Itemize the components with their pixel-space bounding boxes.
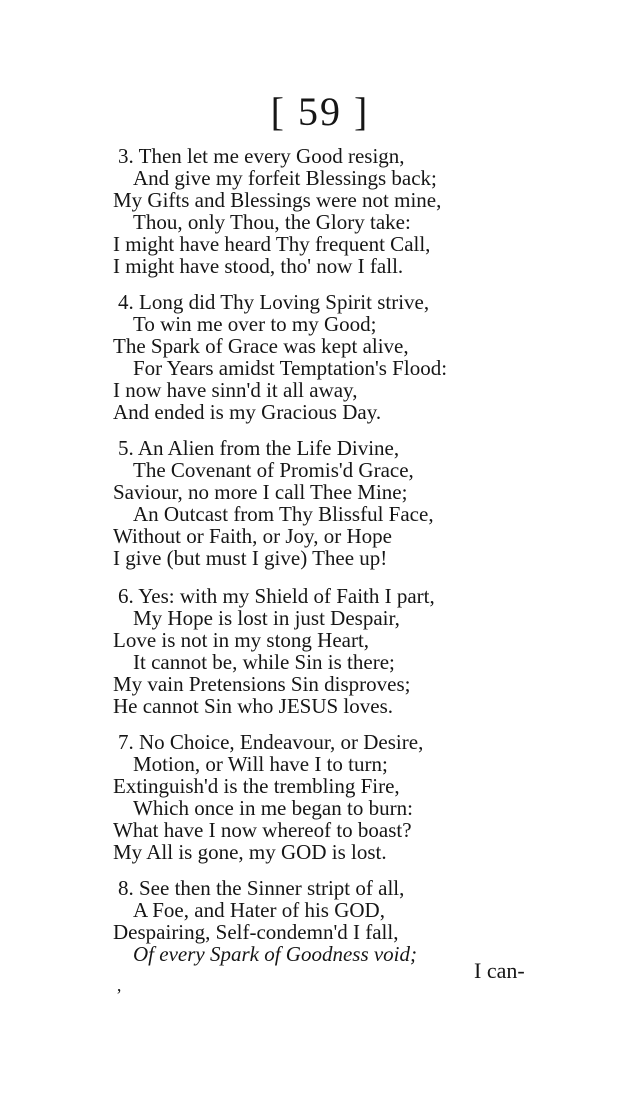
verse-line: Motion, or Will have I to turn; [133, 752, 388, 776]
verse-line: Saviour, no more I call Thee Mine; [113, 480, 408, 504]
stray-ink-mark: ʼ [116, 985, 122, 1005]
verse-line: It cannot be, while Sin is there; [133, 650, 395, 674]
verse-line: Extinguish'd is the trembling Fire, [113, 774, 400, 798]
page-number: [ 59 ] [270, 89, 370, 134]
verse-line: To win me over to my Good; [133, 312, 377, 336]
verse-line: I might have stood, tho' now I fall. [113, 254, 404, 278]
verse-line: Thou, only Thou, the Glory take: [133, 210, 411, 234]
verse-line: Love is not in my stong Heart, [113, 628, 370, 652]
verse-line: My Gifts and Blessings were not mine, [113, 188, 442, 212]
verse-line: A Foe, and Hater of his GOD, [133, 898, 385, 922]
verse-line: An Outcast from Thy Blissful Face, [133, 502, 434, 526]
verse-line: Of every Spark of Goodness void; [133, 942, 418, 966]
verse-line: I now have sinn'd it all away, [113, 378, 358, 402]
catchword: I can- [474, 958, 525, 983]
verse-line: Despairing, Self-condemn'd I fall, [113, 920, 399, 944]
verse-line: Without or Faith, or Joy, or Hope [113, 524, 392, 548]
verse-line: I give (but must I give) Thee up! [113, 546, 388, 570]
verse-line: What have I now whereof to boast? [113, 818, 412, 842]
verse-line: My vain Pretensions Sin disproves; [113, 672, 411, 696]
verse-line: I might have heard Thy frequent Call, [113, 232, 431, 256]
verse-line: And ended is my Gracious Day. [113, 400, 382, 424]
verse-line: 5. An Alien from the Life Divine, [118, 436, 400, 460]
verse-line: 6. Yes: with my Shield of Faith I part, [118, 584, 435, 608]
verse-line: 3. Then let me every Good resign, [118, 144, 405, 168]
verse-line: My All is gone, my GOD is lost. [113, 840, 387, 864]
verse-line: My Hope is lost in just Despair, [133, 606, 400, 630]
verse-line: 7. No Choice, Endeavour, or Desire, [118, 730, 424, 754]
verse-line: Which once in me began to burn: [133, 796, 413, 820]
verse-line: The Spark of Grace was kept alive, [113, 334, 409, 358]
verse-line: 4. Long did Thy Loving Spirit strive, [118, 290, 430, 314]
verse-line: 8. See then the Sinner stript of all, [118, 876, 405, 900]
verse-line: And give my forfeit Blessings back; [133, 166, 437, 190]
verse-line: For Years amidst Temptation's Flood: [133, 356, 448, 380]
verse-line: He cannot Sin who JESUS loves. [113, 694, 393, 718]
verse-line: The Covenant of Promis'd Grace, [133, 458, 414, 482]
